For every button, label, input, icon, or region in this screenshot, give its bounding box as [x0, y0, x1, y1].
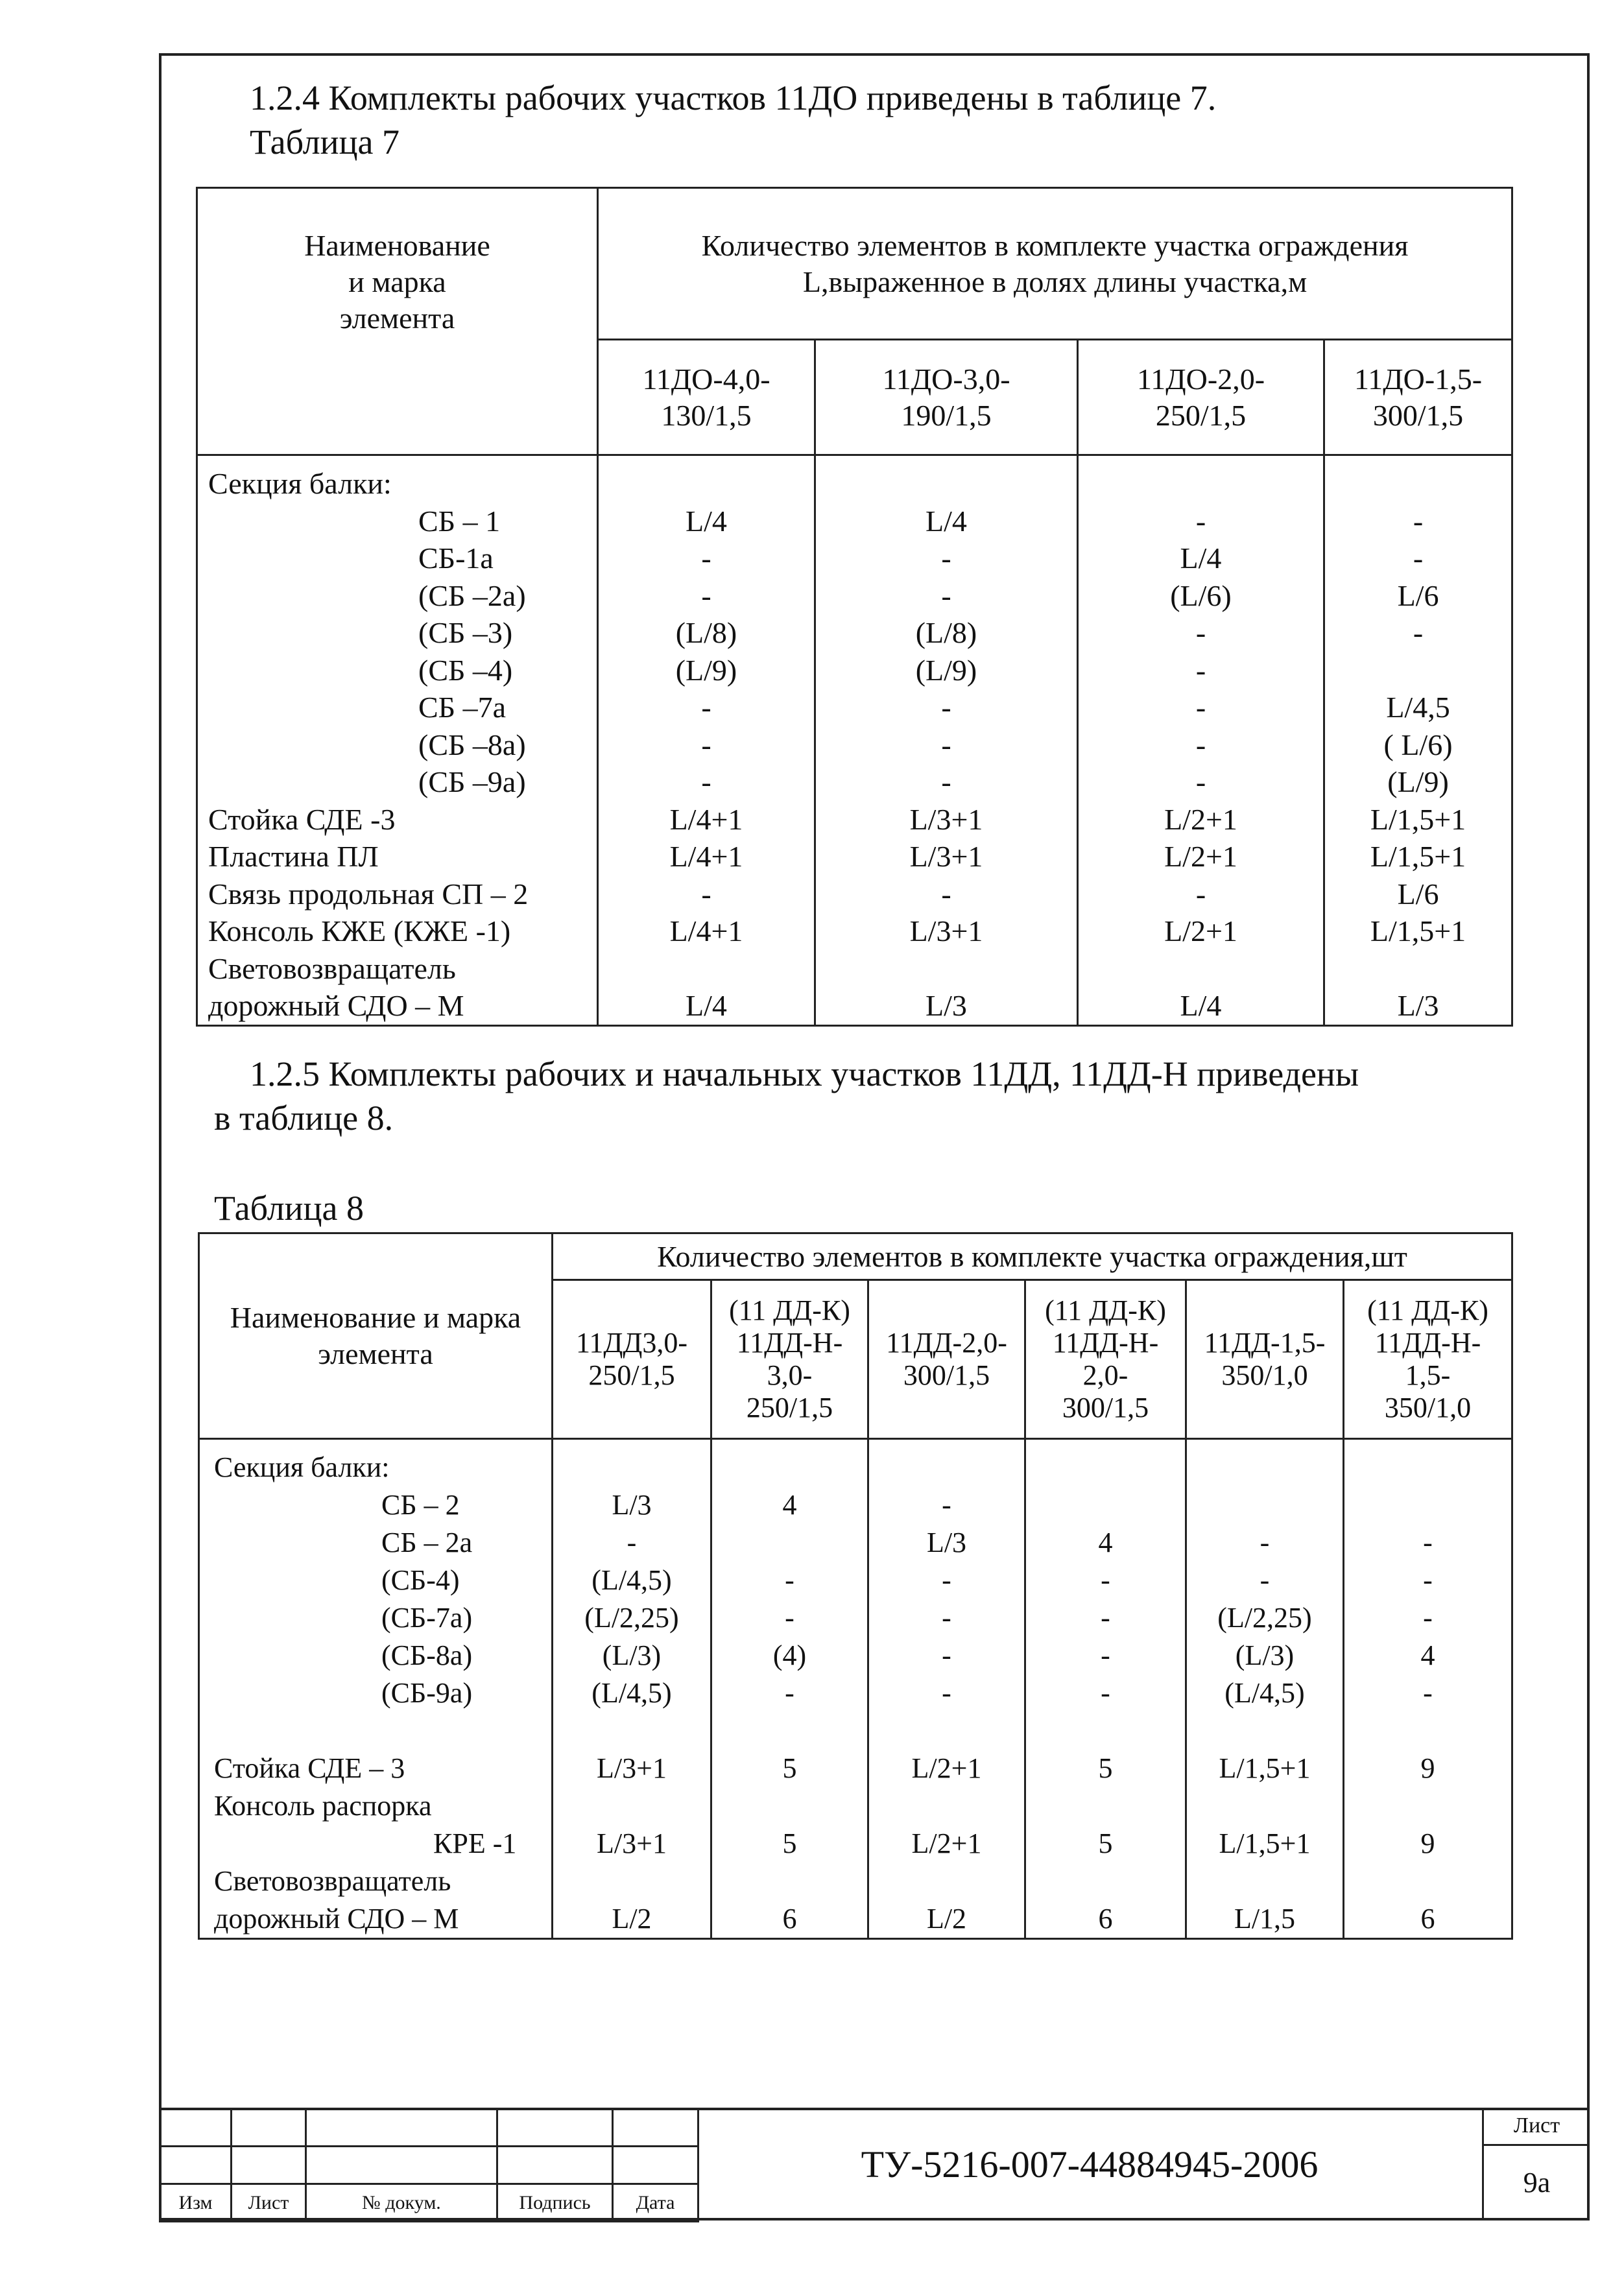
t8-cell: 6 [1420, 1903, 1435, 1935]
t7-row-name: дорожный СДО – М [208, 989, 464, 1022]
table-7 [196, 187, 1513, 1027]
t8-cell: L/2 [926, 1903, 967, 1935]
t7-cell: - [941, 542, 951, 575]
sheet-box [1482, 2108, 1590, 2221]
document-code: ТУ-5216-007-44884945-2006 [861, 2143, 1319, 2185]
t7-cell: - [701, 765, 711, 798]
t7-name-column [197, 455, 598, 1026]
t8-cell: (L/4,5) [1224, 1677, 1305, 1709]
t7-row-name: Световозвращатель [208, 951, 456, 985]
t7-cell: L/3 [925, 989, 967, 1022]
t8-cell: 4 [782, 1489, 797, 1521]
t7-cell: L/6 [1397, 578, 1439, 612]
t8-row-name: Секция балки: [214, 1451, 390, 1483]
t8-cell: L/3 [926, 1527, 967, 1558]
t7-group-header: Количество элементов в комплекте участка ограждения L,выраженное в долях длины участка,м [598, 188, 1512, 340]
t8-cell: 6 [782, 1903, 797, 1935]
t8-cell: - [942, 1564, 951, 1596]
t8-cell: 4 [1420, 1639, 1435, 1671]
t7-cell: L/2+1 [1164, 802, 1237, 836]
t7-cell: L/3 [1397, 989, 1439, 1022]
t8-cell: (4) [772, 1639, 807, 1671]
t8-cell [869, 1787, 1024, 1825]
t7-cell [816, 465, 1077, 503]
title-block-label: № докум. [306, 2184, 497, 2222]
sheet-label: Лист [1484, 2108, 1590, 2146]
t8-cell [712, 1524, 867, 1562]
title-block-label: Подпись [497, 2184, 613, 2222]
t8-value-column [1186, 1439, 1344, 1939]
title-block-label: Дата [613, 2184, 699, 2222]
t8-row-name: СБ – 2 [381, 1489, 460, 1521]
t7-cell: L/4 [1180, 542, 1222, 575]
t7-cell: - [941, 691, 951, 724]
t7-cell: L/4 [686, 989, 727, 1022]
table-7-caption: Таблица 7 [250, 123, 400, 161]
t7-cell: L/3+1 [909, 914, 983, 947]
t7-cell: L/4 [1180, 989, 1222, 1022]
t7-cell: L/4+1 [669, 840, 743, 873]
t8-cell: - [785, 1564, 794, 1596]
t8-col-header: 11ДД3,0- 250/1,5 [553, 1280, 711, 1439]
t7-row-name: (СБ –4) [418, 653, 513, 687]
t8-cell: - [785, 1602, 794, 1634]
t7-cell: - [941, 765, 951, 798]
table-8 [198, 1232, 1513, 1940]
t8-row-name: (СБ-4) [381, 1564, 460, 1596]
t7-cell: - [701, 542, 711, 575]
t8-cell: L/2+1 [911, 1752, 982, 1784]
t7-cell: - [1413, 504, 1424, 538]
t8-cell: L/3+1 [597, 1828, 667, 1859]
t8-row-name: Консоль распорка [214, 1790, 432, 1822]
t8-value-column [711, 1439, 868, 1939]
t8-cell: - [1260, 1564, 1270, 1596]
t8-cell [869, 1863, 1024, 1900]
t7-name-header: Наименование и марка элемента [197, 188, 598, 455]
t7-value-column [1078, 455, 1324, 1026]
t7-cell [816, 950, 1077, 988]
t8-cell: - [1101, 1677, 1110, 1709]
t8-cell: L/1,5 [1234, 1903, 1296, 1935]
t7-col-header: 11ДО-3,0- 190/1,5 [815, 340, 1078, 455]
t8-cell: L/2 [612, 1903, 652, 1935]
t8-cell: (L/3) [1235, 1639, 1295, 1671]
t8-cell [1344, 1486, 1511, 1524]
t8-row-name: (СБ-8а) [381, 1639, 473, 1671]
t8-col-header: 11ДД-1,5- 350/1,0 [1186, 1280, 1344, 1439]
t8-cell: 5 [782, 1828, 797, 1859]
t7-cell: - [1195, 616, 1206, 649]
t8-cell: (L/3) [602, 1639, 662, 1671]
t7-cell: (L/8) [675, 616, 737, 649]
t8-cell [1026, 1787, 1185, 1825]
t8-cell: - [942, 1639, 951, 1671]
t8-cell [553, 1449, 710, 1486]
t8-cell: 9 [1420, 1752, 1435, 1784]
t7-row-name: Консоль КЖЕ (КЖЕ -1) [208, 914, 511, 947]
t7-cell: L/4+1 [669, 914, 743, 947]
t7-row-name: Секция балки: [208, 467, 392, 500]
t8-cell: - [942, 1489, 951, 1521]
t8-cell [553, 1787, 710, 1825]
t7-cell [1325, 950, 1511, 988]
t8-cell: L/1,5+1 [1219, 1752, 1311, 1784]
t8-cell: L/3+1 [597, 1752, 667, 1784]
t7-cell: L/3+1 [909, 802, 983, 836]
t7-cell [1079, 465, 1323, 503]
t7-cell: - [941, 728, 951, 761]
t8-cell [1187, 1449, 1343, 1486]
t8-col-header: 11ДД-2,0- 300/1,5 [868, 1280, 1025, 1439]
t7-row-name: СБ – 1 [418, 504, 501, 538]
t8-cell: (L/2,25) [584, 1602, 679, 1634]
t7-cell: L/1,5+1 [1370, 914, 1466, 947]
t7-cell: - [1195, 728, 1206, 761]
t7-cell: - [1195, 691, 1206, 724]
t8-row-name: Световозвращатель [214, 1865, 451, 1897]
t8-cell [553, 1712, 710, 1750]
t8-cell: L/3 [612, 1489, 652, 1521]
t8-cell [1187, 1712, 1343, 1750]
t8-cell [1026, 1712, 1185, 1750]
t8-cell: 5 [1098, 1828, 1113, 1859]
t7-cell: L/4+1 [669, 802, 743, 836]
t8-cell [1026, 1863, 1185, 1900]
t8-cell: L/1,5+1 [1219, 1828, 1311, 1859]
t8-name-header: Наименование и марка элемента [199, 1233, 553, 1439]
t8-cell: - [1423, 1677, 1433, 1709]
t7-cell: (L/6) [1170, 578, 1232, 612]
t7-value-column [598, 455, 815, 1026]
t7-cell: ( L/6) [1383, 728, 1453, 761]
t7-cell: - [1195, 653, 1206, 687]
t8-cell: 6 [1098, 1903, 1113, 1935]
t7-cell: - [701, 728, 711, 761]
t8-cell [712, 1863, 867, 1900]
t8-row-name: КРЕ -1 [433, 1828, 517, 1859]
t7-row-name: (СБ –3) [418, 616, 513, 649]
t8-cell [712, 1712, 867, 1750]
t8-cell [1026, 1449, 1185, 1486]
t8-col-header: (11 ДД-К) 11ДД-Н- 2,0- 300/1,5 [1025, 1280, 1186, 1439]
t7-row-name: СБ –7а [418, 691, 507, 724]
t8-cell: - [785, 1677, 794, 1709]
t8-row-name: (СБ-9а) [381, 1677, 473, 1709]
t8-cell [553, 1863, 710, 1900]
t7-cell: L/2+1 [1164, 840, 1237, 873]
t8-cell [1344, 1863, 1511, 1900]
t7-cell [599, 465, 814, 503]
t7-row-name: СБ-1а [418, 542, 494, 575]
t7-row-name: Пластина ПЛ [208, 840, 379, 873]
t7-cell: - [1195, 877, 1206, 911]
t7-cell: L/4 [686, 504, 727, 538]
t7-cell: (L/8) [915, 616, 977, 649]
t8-cell [1026, 1486, 1185, 1524]
t8-cell: - [942, 1677, 951, 1709]
t8-cell [869, 1449, 1024, 1486]
t8-group-header: Количество элементов в комплекте участка ограждения,шт [553, 1233, 1512, 1280]
t7-cell: - [1413, 542, 1424, 575]
t8-cell: L/2+1 [911, 1828, 982, 1859]
t8-row-name [200, 1712, 551, 1750]
t7-row-name: (СБ –2а) [418, 578, 526, 612]
t7-cell: L/6 [1397, 877, 1439, 911]
t7-cell: L/1,5+1 [1370, 840, 1466, 873]
t7-col-header: 11ДО-2,0- 250/1,5 [1078, 340, 1324, 455]
t8-cell: - [1260, 1527, 1270, 1558]
t7-cell: - [701, 578, 711, 612]
t8-cell: - [1423, 1564, 1433, 1596]
t7-cell: (L/9) [675, 653, 737, 687]
t7-row-name: (СБ –8а) [418, 728, 526, 761]
t7-value-column [815, 455, 1078, 1026]
t8-cell [1187, 1863, 1343, 1900]
t7-col-header: 11ДО-1,5- 300/1,5 [1324, 340, 1512, 455]
t8-col-header: (11 ДД-К) 11ДД-Н- 3,0- 250/1,5 [711, 1280, 868, 1439]
t8-cell: - [942, 1602, 951, 1634]
section-1-2-4-text: 1.2.4 Комплекты рабочих участков 11ДО приведены в таблице 7. [250, 78, 1217, 117]
t8-cell: 9 [1420, 1828, 1435, 1859]
title-block-label: Лист [232, 2184, 306, 2222]
t7-cell: (L/9) [1387, 765, 1449, 798]
t8-cell: - [1423, 1527, 1433, 1558]
t8-cell: - [1101, 1564, 1110, 1596]
t8-cell: - [1101, 1639, 1110, 1671]
t8-cell: - [627, 1527, 637, 1558]
t7-cell [1325, 465, 1511, 503]
t8-name-column [199, 1439, 553, 1939]
t7-cell: L/4,5 [1386, 691, 1450, 724]
t8-cell: - [1423, 1602, 1433, 1634]
t8-cell: (L/2,25) [1217, 1602, 1312, 1634]
t8-cell: (L/4,5) [591, 1564, 672, 1596]
t7-cell [599, 950, 814, 988]
t8-cell: 4 [1098, 1527, 1113, 1558]
t7-cell: L/3+1 [909, 840, 983, 873]
t7-cell [1079, 950, 1323, 988]
t8-cell: (L/4,5) [591, 1677, 672, 1709]
section-1-2-5-text: 1.2.5 Комплекты рабочих и начальных участков 11ДД, 11ДД-Н приведены [250, 1054, 1359, 1093]
t8-cell [1187, 1486, 1343, 1524]
section-1-2-5-text-cont: в таблице 8. [214, 1099, 394, 1137]
t7-cell: (L/9) [915, 653, 977, 687]
t8-row-name: дорожный СДО – М [214, 1903, 459, 1935]
title-block-label: Изм [160, 2184, 232, 2222]
t7-cell: - [1195, 765, 1206, 798]
t8-cell: 5 [1098, 1752, 1113, 1784]
title-block-grid [159, 2108, 699, 2222]
sheet-number: 9а [1523, 2166, 1551, 2198]
t8-cell [1344, 1787, 1511, 1825]
t7-row-name: Стойка СДЕ -3 [208, 802, 396, 836]
t7-col-header: 11ДО-4,0- 130/1,5 [598, 340, 815, 455]
t8-value-column [1344, 1439, 1512, 1939]
t7-cell: - [701, 877, 711, 911]
t8-cell [869, 1712, 1024, 1750]
t7-cell: L/4 [925, 504, 967, 538]
t8-cell [1187, 1787, 1343, 1825]
t8-row-name: СБ – 2а [381, 1527, 473, 1558]
t8-cell: 5 [782, 1752, 797, 1784]
t7-cell: - [701, 691, 711, 724]
t7-cell: L/2+1 [1164, 914, 1237, 947]
t7-cell [1325, 652, 1511, 689]
table-8-caption: Таблица 8 [214, 1189, 364, 1228]
t7-row-name: (СБ –9а) [418, 765, 526, 798]
t7-cell: L/1,5+1 [1370, 802, 1466, 836]
t7-cell: - [941, 578, 951, 612]
t8-value-column [553, 1439, 711, 1939]
t7-row-name: Связь продольная СП – 2 [208, 877, 529, 911]
t8-cell: - [1101, 1602, 1110, 1634]
t8-value-column [1025, 1439, 1186, 1939]
t7-cell: - [1413, 616, 1424, 649]
t8-value-column [868, 1439, 1025, 1939]
t7-cell: - [1195, 504, 1206, 538]
t8-cell [712, 1787, 867, 1825]
t8-col-header: (11 ДД-К) 11ДД-Н- 1,5- 350/1,0 [1344, 1280, 1512, 1439]
t7-value-column [1324, 455, 1512, 1026]
t8-row-name: (СБ-7а) [381, 1602, 473, 1634]
t8-cell [1344, 1449, 1511, 1486]
t8-row-name: Стойка СДЕ – 3 [214, 1752, 405, 1784]
t8-cell [1344, 1712, 1511, 1750]
t8-cell [712, 1449, 867, 1486]
t7-cell: - [941, 877, 951, 911]
